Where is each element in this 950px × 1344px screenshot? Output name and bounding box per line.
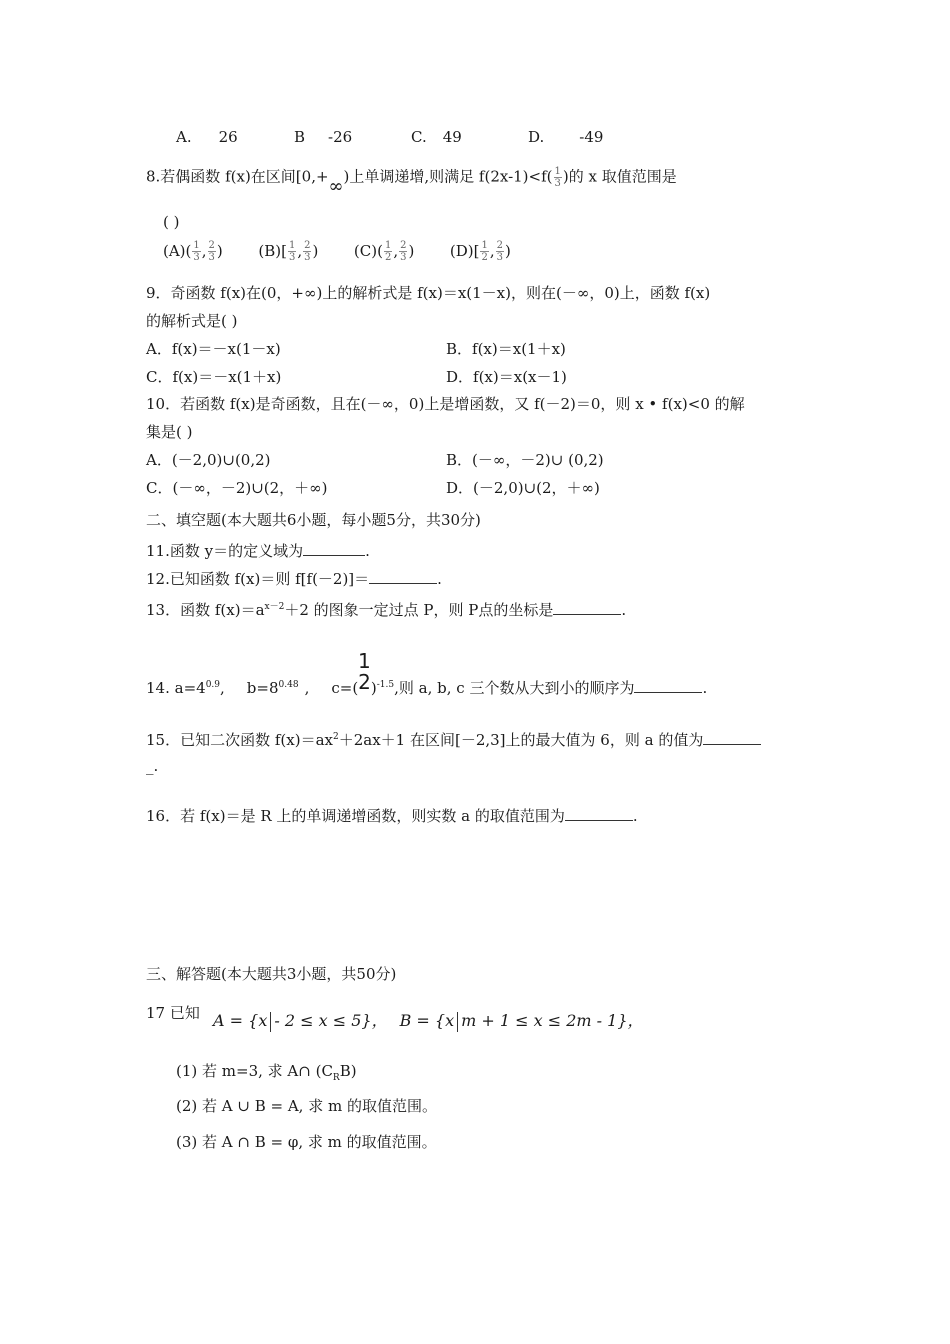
- answer-blank: [634, 680, 702, 693]
- q10-option-a: A．(－2,0)∪(0,2): [146, 451, 271, 469]
- q10-stem-line2: 集是( ): [146, 423, 193, 441]
- q8-option-c: (C)( $\frac{1}{2}$ , $\frac{2}{3}$ ): [353, 240, 415, 263]
- q10-option-b: B．(－∞，－2)∪ (0,2): [446, 451, 604, 469]
- q10-stem-line1: 10．若函数 f(x)是奇函数，且在(－∞，0)上是增函数，又 f(－2)＝0，则 x • f(x)<0 的解: [146, 395, 745, 413]
- q13: 13．函数 $f(x)=a^{x-2}+2$ 的图象一定过点 P，则 P点的坐标是 .: [146, 601, 627, 619]
- q8-option-a: (A)( $\frac{1}{3}$ , $\frac{2}{3}$ ): [163, 240, 223, 263]
- q17-sets: A = {x - 2 ≤ x ≤ 5}， B = {x m + 1 ≤ x ≤ 2m - 1}，: [213, 1011, 644, 1030]
- q12: 12.已知函数 f(x)＝则 f[f(－2)]＝ .: [146, 570, 442, 588]
- q10-option-d: D．(－2,0)∪(2，＋∞): [446, 479, 600, 497]
- q8-answer-paren: ( ): [163, 213, 180, 231]
- q7-option-a: A. 26: [176, 128, 238, 146]
- q11: 11.函数 y＝的定义域为 .: [146, 542, 370, 560]
- q7-option-d: D. -49: [528, 128, 604, 146]
- section-3-heading: 三、解答题(本大题共3小题，共50分): [146, 965, 397, 983]
- q14: 14. $a=4^{0.9}$, $b=8^{0.48}$ , $c=(2)^{-1.5}$,则 a, b, c 三个数从大到小的顺序为 .: [146, 670, 708, 697]
- section-2-heading: 二、填空题(本大题共6小题，每小题5分，共30分): [146, 511, 481, 529]
- q14-fraction-numerator: 1: [358, 649, 371, 673]
- answer-blank: [303, 543, 365, 556]
- q9-option-a: A．f(x)＝－x(1－x): [146, 340, 281, 358]
- q17-label: 17 已知: [146, 1004, 200, 1022]
- q8-options: [163, 240, 511, 263]
- q10-option-c: C．(－∞，－2)∪(2，＋∞): [146, 479, 328, 497]
- q7-option-b: B -26: [294, 128, 353, 146]
- q15: 15．已知二次函数 $f(x)=ax^2+2ax+1$ 在区间[－2,3]上的最大值为 6，则 a 的值为: [146, 727, 761, 750]
- q16: 16．若 f(x)＝是 R 上的单调递增函数，则实数 a 的取值范围为 .: [146, 807, 638, 825]
- q17-part-2: (2) 若 A ∪ B = A, 求 m 的取值范围。: [176, 1097, 437, 1115]
- q9-stem-line2: 的解析式是( ): [146, 312, 238, 330]
- q17-part-1: (1) 若 m=3, 求 A∩ $(C_RB)$: [176, 1062, 357, 1083]
- q8-option-b: (B)[ $\frac{1}{3}$ , $\frac{2}{3}$ ): [258, 240, 319, 263]
- q9-stem-line1: 9．奇函数 f(x)在(0，+∞)上的解析式是 f(x)＝x(1－x)，则在(－∞，0)上，函数 f(x): [146, 284, 711, 302]
- q8-option-d: (D)[ $\frac{1}{2}$ , $\frac{2}{3}$ ): [449, 240, 511, 263]
- q9-option-c: C．f(x)＝－x(1＋x): [146, 368, 282, 386]
- q9-option-b: B．f(x)＝x(1＋x): [446, 340, 566, 358]
- answer-blank: [565, 808, 633, 821]
- answer-blank: [553, 602, 621, 615]
- answer-blank: [703, 732, 761, 745]
- q15-continuation: _.: [146, 757, 159, 775]
- answer-blank: [369, 571, 437, 584]
- q7-option-c: C. 49: [411, 128, 462, 146]
- q9-option-d: D．f(x)＝x(x－1): [446, 368, 567, 386]
- q17-part-3: (3) 若 A ∩ B = φ, 求 m 的取值范围。: [176, 1133, 437, 1151]
- q8-stem: 8.若偶函数 f(x)在区间[0,+∞)上单调递增,则满足 f(2x-1)<f( $\frac{1}{3}$ )的 x 取值范围是: [146, 166, 677, 197]
